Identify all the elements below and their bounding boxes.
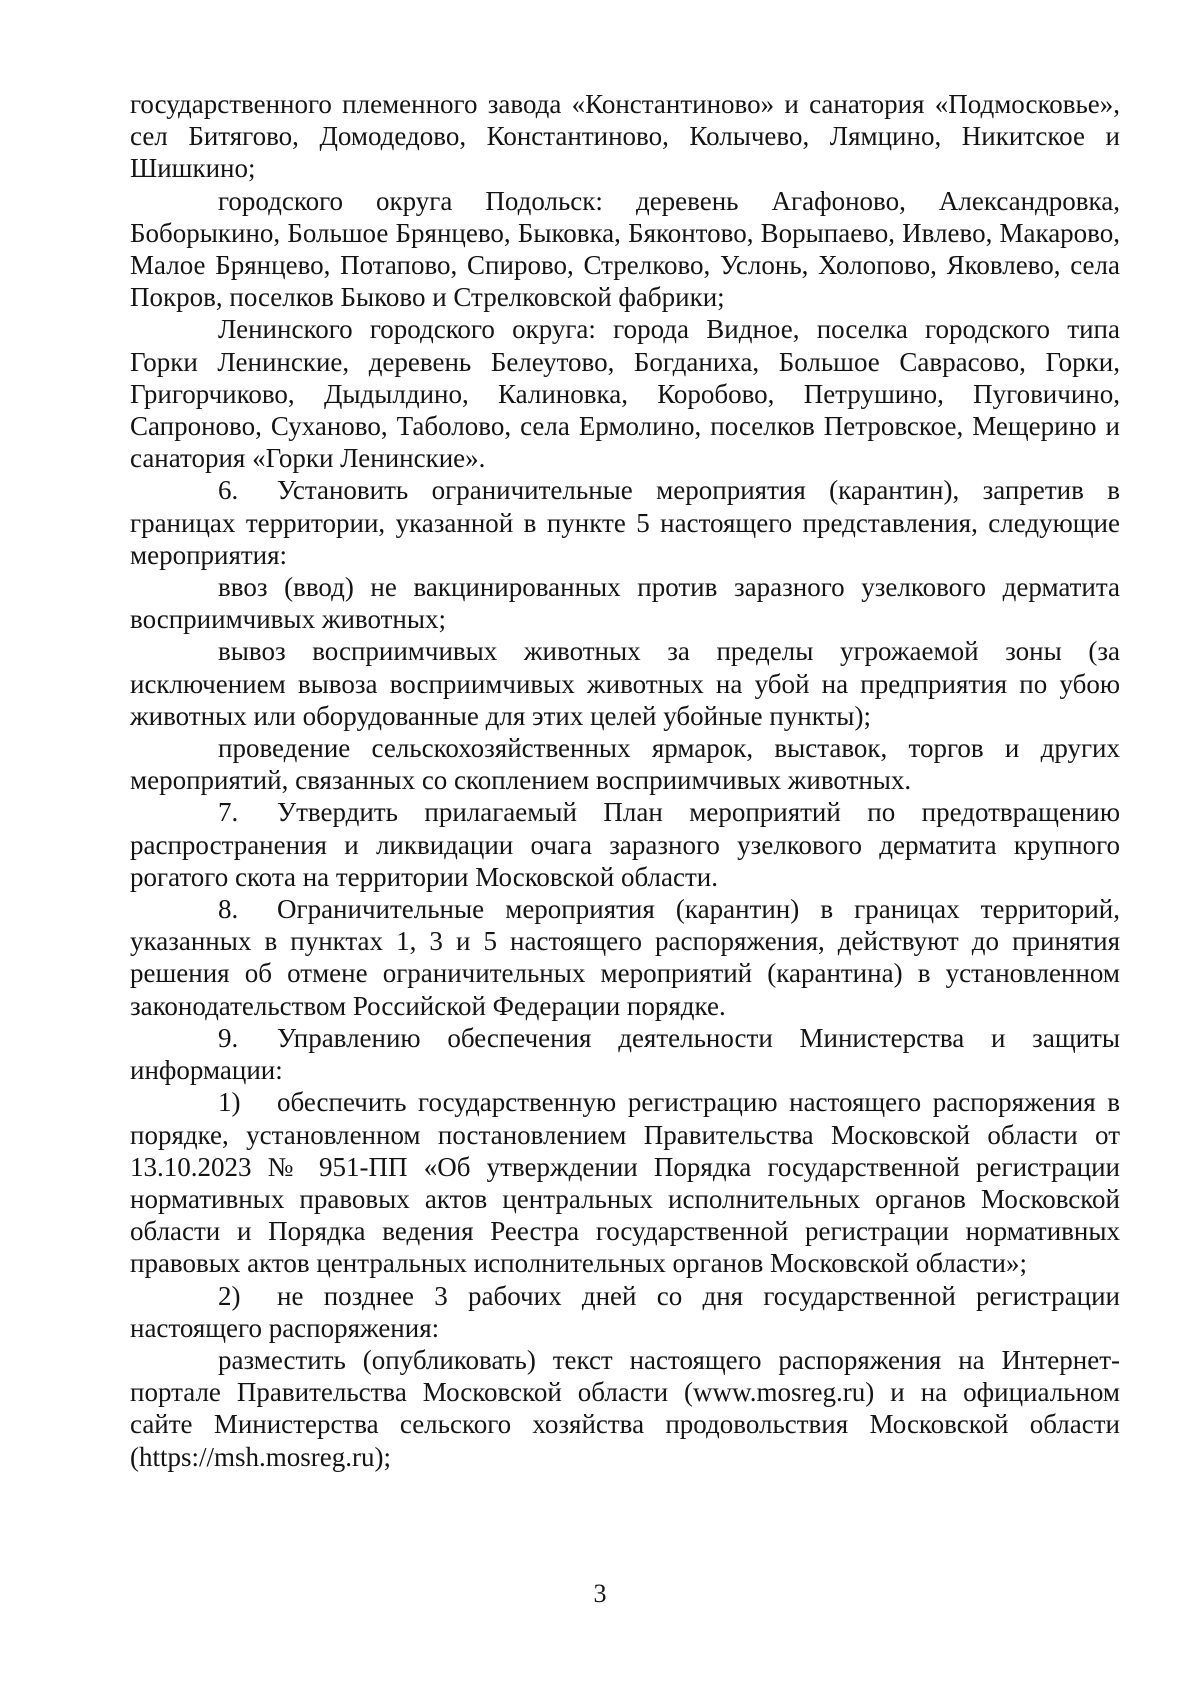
- page-number: 3: [593, 1579, 607, 1608]
- paragraph-text: разместить (опубликовать) текст настоящего распоряжения на Интернет-портале Правительства Московской области (www.mosreg.ru) и на официальном сайте Министерства сельского хозяйства продовольствия Московской области (https://msh.mosreg.ru);: [130, 1344, 1120, 1472]
- paragraph-podmoskovye-villages: [130, 88, 1120, 185]
- paragraph-publish: [130, 1344, 1120, 1473]
- paragraph-item-9: [130, 1022, 1120, 1086]
- paragraph-leninsky-district: [130, 313, 1120, 474]
- paragraph-text: Управлению обеспечения деятельности Министерства и защиты информации:: [130, 1022, 1120, 1086]
- paragraph-text: ввоз (ввод) не вакцинированных против заразного узелкового дерматита восприимчивых животных;: [130, 572, 1120, 635]
- paragraph-text: не позднее 3 рабочих дней со дня государственной регистрации настоящего распоряжения:: [130, 1280, 1120, 1343]
- item-number: 8.: [218, 894, 239, 925]
- paragraph-item-6: [130, 474, 1120, 571]
- paragraph-item-7: [130, 796, 1120, 893]
- document-body: [130, 88, 1120, 1473]
- paragraph-text: Утвердить прилагаемый План мероприятий по предотвращению распространения и ликвидации очага заразного узелкового дерматита крупного рогатого скота на территории Московской области.: [130, 797, 1120, 892]
- item-number: 9.: [218, 1022, 239, 1053]
- paragraph-text: городского округа Подольск: деревень Агафоново, Александровка, Боборыкино, Большое Брянцево, Быковка, Бяконтово, Ворыпаево, Ивлево, Макарово, Малое Брянцево, Потапово, Спирово, Стрелково, Услонь, Холопово, Яковлево, села Покров, поселков Быково и Стрелковской фабрики;: [130, 185, 1120, 313]
- paragraph-text: государственного племенного завода «Константиново» и санатория «Подмосковье», сел Битягово, Домодедово, Константиново, Колычево, Лямцино, Никитское и Шишкино;: [130, 89, 1120, 184]
- paragraph-item-8: [130, 893, 1120, 1022]
- paragraph-import-ban: [130, 571, 1120, 635]
- paragraph-text: Установить ограничительные мероприятия (карантин), запретив в границах территории, указанной в пункте 5 настоящего представления, следующие мероприятия:: [130, 475, 1120, 570]
- item-number: 6.: [218, 475, 239, 506]
- paragraph-subitem-1: [130, 1086, 1120, 1279]
- item-number: 2): [218, 1280, 241, 1311]
- paragraph-subitem-2: [130, 1280, 1120, 1344]
- item-number: 1): [218, 1087, 241, 1118]
- paragraph-text: вывоз восприимчивых животных за пределы угрожаемой зоны (за исключением вывоза восприимчивых животных на убой на предприятия по убою животных или оборудованные для этих целей убойные пункты);: [130, 636, 1120, 731]
- paragraph-fairs-ban: [130, 732, 1120, 796]
- paragraph-text: Ограничительные мероприятия (карантин) в границах территорий, указанных в пунктах 1, 3 и 5 настоящего распоряжения, действуют до принятия решения об отмене ограничительных мероприятий (карантина) в установленном законодательством Российской Федерации порядке.: [130, 894, 1120, 1021]
- paragraph-text: Ленинского городского округа: города Видное, поселка городского типа Горки Ленинские, деревень Белеутово, Богданиха, Большое Саврасово, Горки, Григорчиково, Дыдылдино, Калиновка, Коробово, Петрушино, Пуговичино, Сапроново, Суханово, Таболово, села Ермолино, поселков Петровское, Мещерино и санатория «Горки Ленинские».: [130, 314, 1120, 474]
- item-number: 7.: [218, 797, 239, 828]
- paragraph-text: проведение сельскохозяйственных ярмарок, выставок, торгов и других мероприятий, связанных со скоплением восприимчивых животных.: [130, 733, 1120, 796]
- paragraph-export-ban: [130, 635, 1120, 732]
- paragraph-podolsk-district: [130, 185, 1120, 314]
- paragraph-text: обеспечить государственную регистрацию настоящего распоряжения в порядке, установленном постановлением Правительства Московской области от 13.10.2023 № 951-ПП «Об утверждении Порядка государственной регистрации нормативных правовых актов центральных исполнительных органов Московской области и Порядка ведения Реестра государственной регистрации нормативных правовых актов центральных исполнительных органов Московской области»;: [130, 1087, 1120, 1279]
